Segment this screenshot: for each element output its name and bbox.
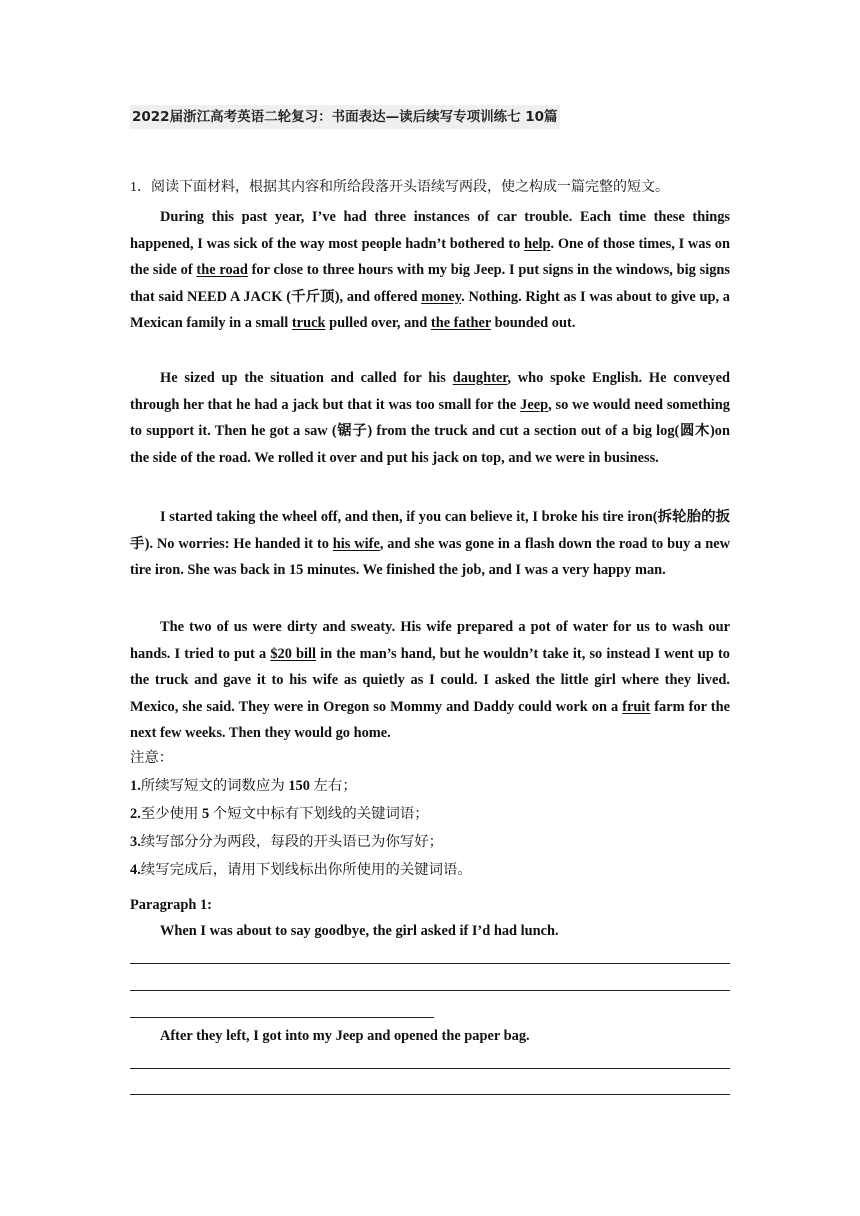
- passage-text: . Nothing. Right as I was about to give up, a Mexican family in a small: [130, 288, 730, 331]
- notes-title: 注意：: [130, 750, 174, 766]
- passage-text: farm for the next few weeks. Then they would go home.: [130, 698, 730, 741]
- passage-text: pulled over, and: [325, 315, 431, 331]
- underlined-keyword: help: [524, 235, 551, 252]
- passage-paragraph-1: [130, 204, 730, 337]
- passage-paragraph-4: [130, 614, 730, 747]
- notes-section: [130, 744, 730, 884]
- writing-line: [130, 1017, 434, 1018]
- note-item: 4.续写完成后，请用下划线标出你所使用的关键词语。: [130, 862, 472, 878]
- note-item: 3.续写部分分为两段，每段的开头语已为你写好；: [130, 834, 444, 850]
- passage-text: I started taking the wheel off, and then, if you can believe it, I broke his tire iron(拆轮胎的扳手). No worries: He handed it to: [130, 509, 730, 552]
- passage-text: in the man’s hand, but he wouldn’t take it, so instead I went up to the truck and gave it to his wife as quietly as I could. I asked the little girl where they lived. Mexico, she said. They were in Oregon so Mommy and Daddy could work on a: [130, 645, 731, 715]
- passage-text: , and she was gone in a flash down the road to buy a new tire iron. She was back in 15 minutes. We finished the job, and I was a very happy man.: [130, 535, 730, 578]
- passage-text: , who spoke English. He conveyed through her that he had a jack but that it was too small for the: [130, 370, 730, 413]
- underlined-keyword: truck: [291, 315, 326, 331]
- underlined-keyword: daughter: [452, 370, 508, 386]
- passage-text: for close to three hours with my big Jeep. I put signs in the windows, big signs that said NEED A JACK (千斤顶), and offered: [130, 262, 730, 305]
- underlined-keyword: the road: [196, 262, 248, 278]
- passage-text: . One of those times, I was on the side of: [130, 235, 731, 278]
- passage-paragraph-2: [130, 365, 730, 471]
- writing-line: [130, 1094, 730, 1095]
- passage-text: During this past year, I’ve had three instances of car trouble. Each time these things happened, I was sick of the way most people hadn’t bothered to: [130, 209, 730, 252]
- writing-line: [130, 963, 730, 964]
- underlined-keyword: his wife: [332, 535, 380, 552]
- underlined-keyword: fruit: [622, 698, 651, 715]
- writing-line: [130, 990, 730, 991]
- passage-text: bounded out.: [490, 315, 576, 331]
- opening-sentence-2: After they left, I got into my Jeep and opened the paper bag.: [160, 1028, 530, 1044]
- passage-text: , so we would need something to support it. Then he got a saw (锯子) from the truck and cut a section out of a big log(圆木)on the side of the road. We rolled it over and put his jack on top, and we were in business.: [130, 396, 730, 466]
- underlined-keyword: money: [421, 288, 462, 305]
- document-title: 2022届浙江高考英语二轮复习：书面表达—读后续写专项训练七 10篇: [130, 105, 560, 129]
- underlined-keyword: Jeep: [520, 396, 549, 413]
- note-item: 1.所续写短文的词数应为 150 左右；: [130, 778, 357, 794]
- opening-sentence-1: When I was about to say goodbye, the girl asked if I’d had lunch.: [160, 923, 559, 939]
- underlined-keyword: the father: [430, 315, 491, 331]
- paragraph-label: Paragraph 1:: [130, 897, 212, 913]
- writing-line: [130, 1068, 730, 1069]
- note-item: 2.至少使用 5 个短文中标有下划线的关键词语；: [130, 806, 429, 822]
- passage-text: He sized up the situation and called for his: [160, 370, 453, 386]
- passage-text: The two of us were dirty and sweaty. His wife prepared a pot of water for us to wash our hands. I tried to put a: [130, 619, 730, 662]
- question-heading: 1．阅读下面材料，根据其内容和所给段落开头语续写两段，使之构成一篇完整的短文。: [130, 180, 669, 195]
- underlined-keyword: $20 bill: [270, 645, 317, 662]
- passage-paragraph-3: [130, 504, 730, 584]
